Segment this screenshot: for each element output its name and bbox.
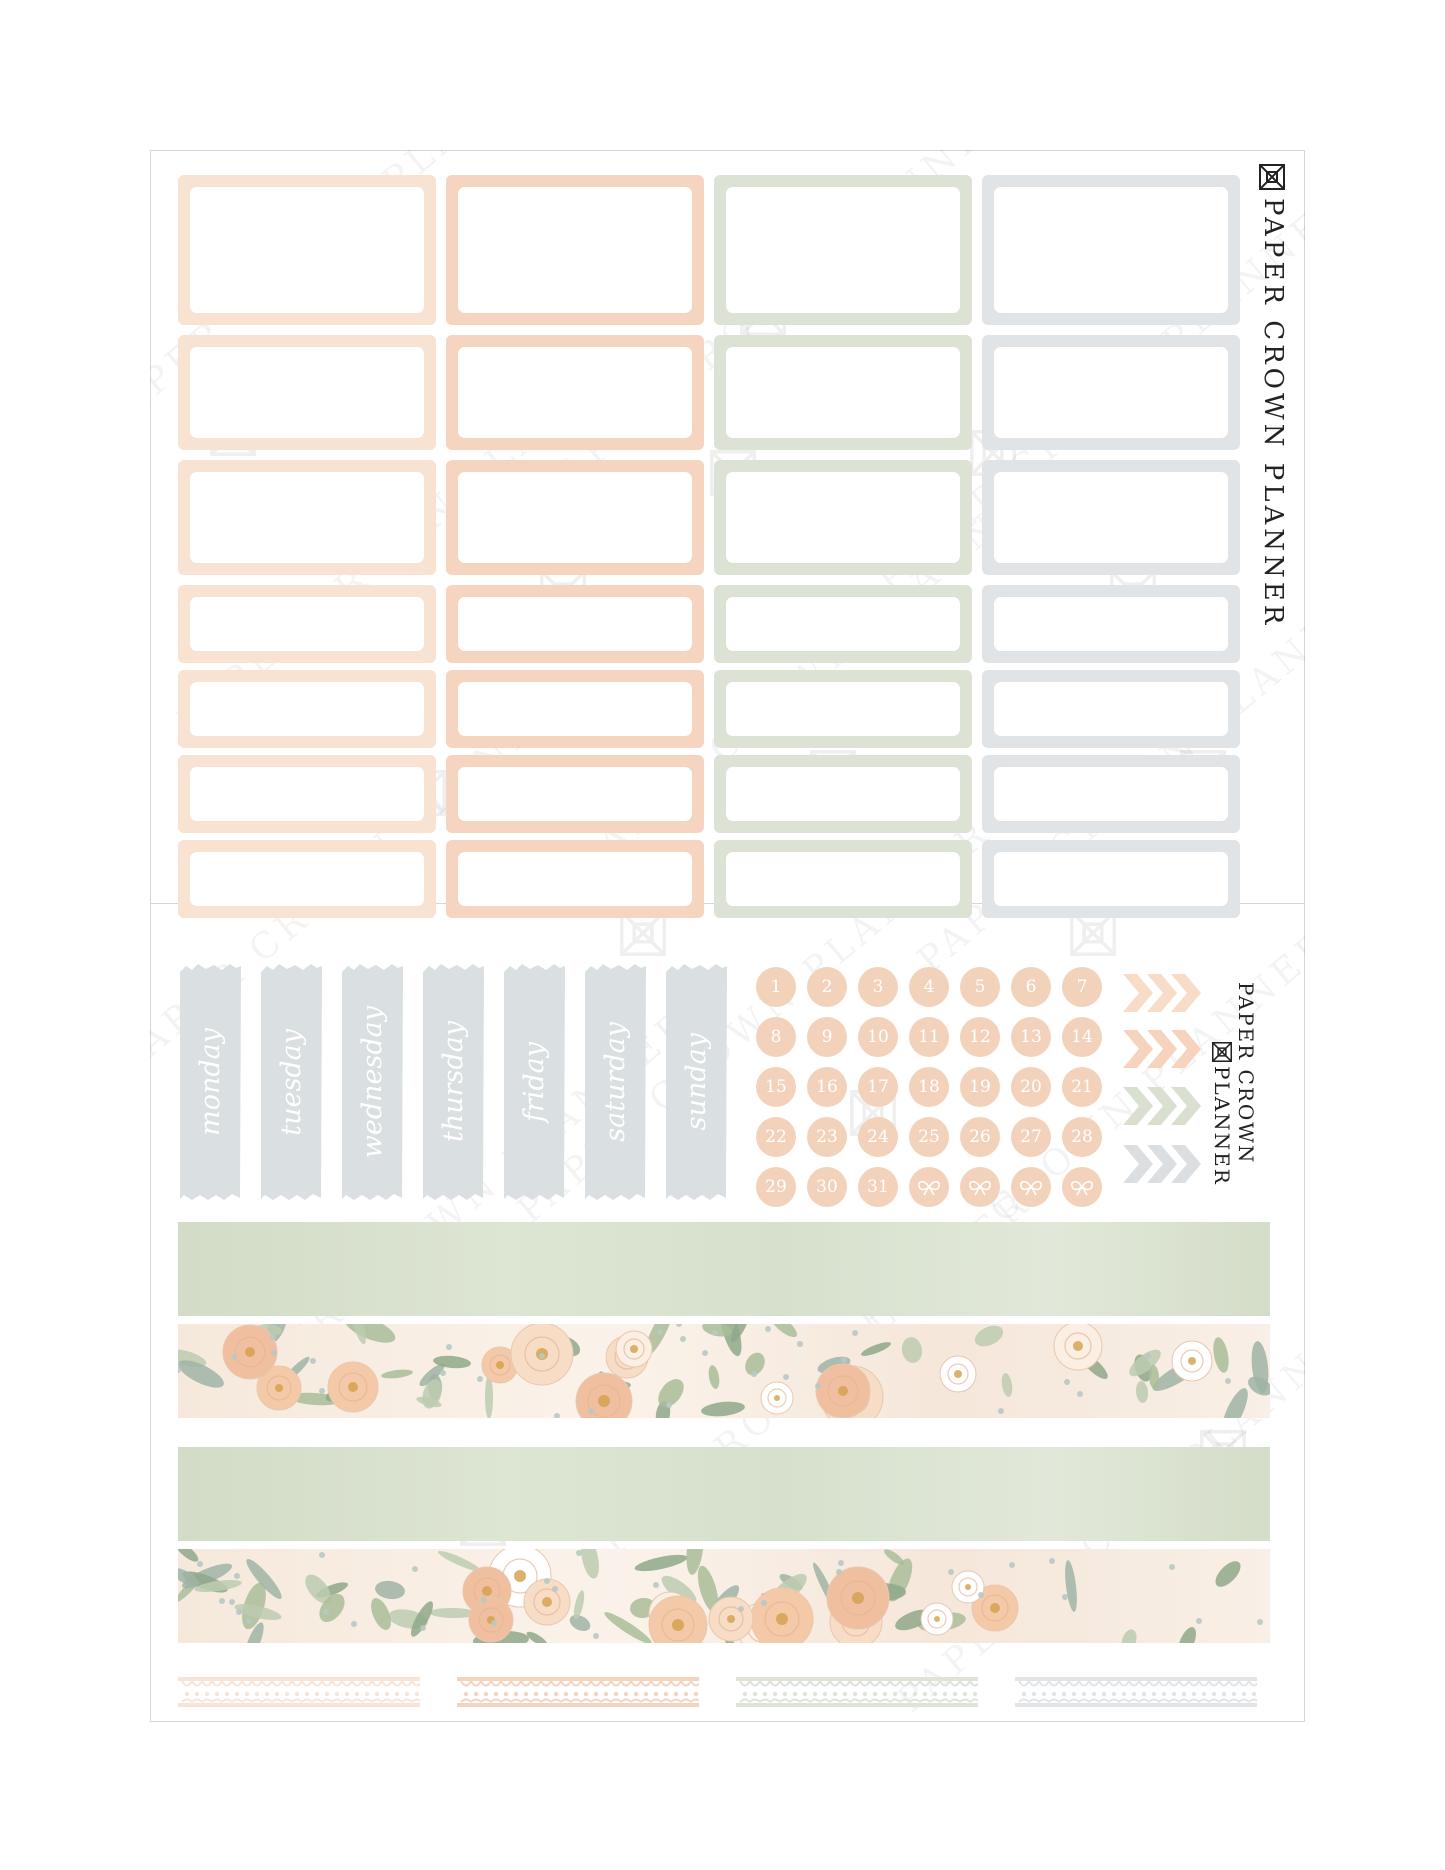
box-writing-area [190,347,424,438]
box-writing-area [190,187,424,313]
box-writing-area [994,852,1228,906]
chevron-arrows-icon [1123,1145,1203,1183]
date-dot: 12 [960,1017,1000,1057]
date-dot: 11 [909,1017,949,1057]
weekday-label-wrap [340,962,404,1202]
box-sticker-peach-light [178,670,436,748]
box-writing-area [190,682,424,736]
lace-border-sticker [457,1672,699,1712]
date-dot: 6 [1011,967,1051,1007]
date-dot: 23 [807,1117,847,1157]
box-sticker-gray [982,335,1240,450]
date-dot: 22 [756,1117,796,1157]
box-writing-area [190,597,424,651]
weekday-banner-tuesday [259,962,323,1202]
box-sticker-sage [714,840,972,918]
box-sticker-gray [982,175,1240,325]
box-writing-area [190,472,424,563]
floral-pattern [178,1549,1270,1643]
chevron-arrows-icon [1123,1087,1203,1125]
weekday-label: sunday [680,1033,712,1131]
date-dot: 10 [858,1017,898,1057]
date-dot: 20 [1011,1067,1051,1107]
bow-icon [1018,1178,1044,1196]
date-dot: 15 [756,1067,796,1107]
box-sticker-peach [446,175,704,325]
weekday-label-wrap [178,962,242,1202]
box-sticker-gray [982,755,1240,833]
bow-dot [960,1167,1000,1207]
date-dot: 5 [960,967,1000,1007]
box-writing-area [190,767,424,821]
box-writing-area [994,472,1228,563]
weekday-label-wrap [583,962,647,1202]
date-dot: 2 [807,967,847,1007]
weekday-label: tuesday [275,1028,307,1136]
box-writing-area [458,347,692,438]
box-writing-area [458,597,692,651]
box-writing-area [458,472,692,563]
date-dot: 13 [1011,1017,1051,1057]
brand-small [1210,982,1260,1186]
date-dot: 28 [1062,1117,1102,1157]
box-sticker-peach [446,585,704,663]
box-sticker-peach-light [178,335,436,450]
box-writing-area [190,852,424,906]
box-writing-area [994,187,1228,313]
floral-pattern [178,1324,1270,1418]
brand-line1: PAPER CROWN [1234,982,1258,1165]
box-writing-area [726,347,960,438]
box-sticker-peach [446,460,704,575]
weekday-banner-friday [502,962,566,1202]
weekday-label: friday [518,1041,550,1123]
date-dot: 14 [1062,1017,1102,1057]
lace-border-sticker [736,1672,978,1712]
date-dot: 27 [1011,1117,1051,1157]
chevron-arrows-icon [1123,974,1203,1012]
date-dot: 16 [807,1067,847,1107]
date-dot: 18 [909,1067,949,1107]
weekday-banner-wednesday [340,962,404,1202]
date-dot: 26 [960,1117,1000,1157]
bow-icon [916,1178,942,1196]
box-writing-area [458,682,692,736]
date-dot: 19 [960,1067,1000,1107]
washi-strip-green [178,1447,1270,1541]
weekday-banner-monday [178,962,242,1202]
weekday-banner-saturday [583,962,647,1202]
weekday-label-wrap [259,962,323,1202]
brand-vertical [1252,162,1292,629]
box-sticker-peach [446,670,704,748]
bow-icon [967,1178,993,1196]
bow-dot [909,1167,949,1207]
weekday-banner-thursday [421,962,485,1202]
box-sticker-sage [714,755,972,833]
box-writing-area [726,187,960,313]
box-writing-area [458,187,692,313]
box-sticker-peach-light [178,585,436,663]
box-sticker-gray [982,460,1240,575]
chevron-arrows-icon [1123,1030,1203,1068]
date-dot: 21 [1062,1067,1102,1107]
date-dot: 7 [1062,967,1102,1007]
box-writing-area [994,682,1228,736]
washi-strip-floral [178,1549,1270,1643]
weekday-label: thursday [437,1021,469,1143]
box-writing-area [726,597,960,651]
bow-icon [1069,1178,1095,1196]
box-sticker-sage [714,585,972,663]
crown-logo-icon [1259,164,1285,190]
box-sticker-gray [982,670,1240,748]
box-sticker-peach [446,755,704,833]
weekday-label: saturday [599,1022,631,1142]
box-sticker-sage [714,175,972,325]
bow-dot [1011,1167,1051,1207]
box-sticker-sage [714,335,972,450]
weekday-label-wrap [421,962,485,1202]
washi-strip-green [178,1222,1270,1316]
box-sticker-gray [982,585,1240,663]
date-dot: 1 [756,967,796,1007]
weekday-banner-sunday [664,962,728,1202]
box-sticker-gray [982,840,1240,918]
box-writing-area [994,767,1228,821]
box-writing-area [994,597,1228,651]
date-dot: 30 [807,1167,847,1207]
box-writing-area [458,767,692,821]
date-dot: 8 [756,1017,796,1057]
weekday-label: wednesday [356,1005,388,1159]
bow-dot [1062,1167,1102,1207]
box-writing-area [726,767,960,821]
box-sticker-sage [714,460,972,575]
box-sticker-peach-light [178,840,436,918]
washi-strip-floral [178,1324,1270,1418]
box-sticker-peach-light [178,755,436,833]
date-dot: 31 [858,1167,898,1207]
box-writing-area [726,682,960,736]
box-writing-area [726,472,960,563]
brand-line2: PLANNER [1210,1066,1234,1186]
box-sticker-sage [714,670,972,748]
crown-logo-icon [1212,1042,1232,1062]
box-sticker-peach-light [178,175,436,325]
weekday-label-wrap [664,962,728,1202]
date-dot: 3 [858,967,898,1007]
box-writing-area [726,852,960,906]
date-dot: 24 [858,1117,898,1157]
brand-name: PAPER CROWN PLANNER [1258,198,1288,629]
lace-border-sticker [1015,1672,1257,1712]
weekday-label: monday [194,1028,226,1136]
box-sticker-peach [446,335,704,450]
date-dot: 25 [909,1117,949,1157]
box-sticker-peach [446,840,704,918]
box-writing-area [458,852,692,906]
box-sticker-peach-light [178,460,436,575]
date-dot: 9 [807,1017,847,1057]
lace-border-sticker [178,1672,420,1712]
date-dot: 17 [858,1067,898,1107]
date-dot: 4 [909,967,949,1007]
box-writing-area [994,347,1228,438]
date-dot: 29 [756,1167,796,1207]
weekday-label-wrap [502,962,566,1202]
